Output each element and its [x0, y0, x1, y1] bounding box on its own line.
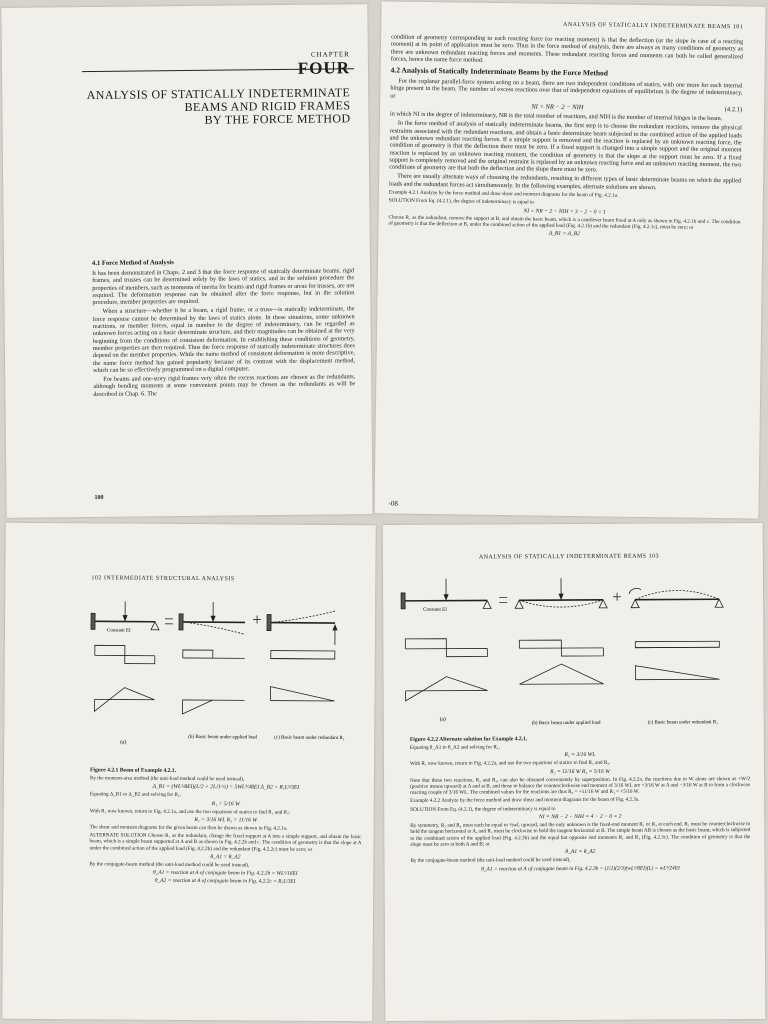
paragraph: Equating Δ_B1 to Δ_B2 and solving for R₁,: [89, 791, 182, 799]
example-statement: Example 4.2.2 Analyze by the force method and draw shear and moment diagrams for the beam of Fig. 4.2.3a.: [410, 797, 640, 805]
figure-label: (a): [439, 716, 446, 723]
chapter-title-line: BY THE FORCE METHOD: [204, 111, 351, 127]
paragraph: condition of geometry corresponding to each reacting force (or reacting moment) is that the deflection (or the slope in case of a reacting moment) at its point of application must be zero. Thus in the force method of analysis, there are always as many conditions of geometry as there are unknown redundant reacting forces and moments. These redundant reacting forces and moments can both be called generalized forces, hence the name force method.: [390, 33, 744, 64]
running-head: ANALYSIS OF STATICALLY INDETERMINATE BEAMS 103: [478, 553, 660, 561]
paragraph: By the conjugate-beam method (the unit-load method could be used instead),: [89, 861, 250, 869]
figure-caption: Figure 4.2.1 Beam of Example 4.2.1.: [89, 767, 177, 774]
running-head: 102 INTERMEDIATE STRUCTURAL ANALYSIS: [91, 575, 235, 583]
page-101-body: [388, 33, 743, 241]
figure-label: Constant EI: [423, 607, 447, 613]
paragraph: With R₁ now known, return to Fig. 4.2.1a, and use the two equations of statics to find R₁ and R₂:: [89, 807, 291, 816]
paragraph: When a structure—whether it be a beam, a rigid frame, or a truss—is statically indeterminate, the force response cannot be determined by the laws of statics alone. In these situations, some unknown reactions, or member forces, equal in number to the degree of indeterminacy, can be regarded as unknown forces acting on a basic determinate structure, and their magnitudes can be obtained at the very beginning from the conditions of consistent deformation. In establishing these conditions of geometry, member properties are then required. Thus the force response of statically indeterminate structures does depend on the member properties. While the name method of consistent deformation is more descriptive, the name force method has gained popularity because of its contrast with the displacement method, which can be so effectively programmed on a digital computer.: [92, 305, 356, 374]
figure-label: (c) Basic beam under redundant R₁: [647, 720, 718, 726]
page-103-body: [410, 733, 751, 874]
fixed-support-icon: [401, 593, 405, 609]
section-heading-4-1: 4.1 Force Method of Analysis: [91, 259, 174, 267]
figure-4-2-2: [391, 563, 752, 735]
fixed-support-icon: [267, 615, 271, 631]
page-102: [2, 523, 375, 1022]
figure-4-2-1: [84, 587, 369, 765]
chapter-title-line: ANALYSIS OF STATICALLY INDETERMINATE: [86, 85, 351, 103]
example-statement: Example 4.2.1 Analyze by the force method and draw shear and moment diagrams for the beam of Fig. 4.2.1a.: [388, 189, 619, 199]
equation: NI = NR − 2 − NIH = 3 − 2 − 0 = 1: [523, 207, 606, 216]
page-number: 100: [94, 494, 104, 501]
paragraph: in which NI is the degree of indeterminacy, NR is the total number of reactions, and NIH is the number of internal hinges in the beam.: [389, 110, 723, 123]
paragraph: Note that these two reactions, R₂ and R₃, can also be obtained conveniently by superposition. In Fig. 4.2.2a, the reactions due to W alone are shown as +W/2 (positive means upward) at A and at B, and those to balance the counterclockwise end moment of 3/16 WL are +3/16 W at A and −3/16 W at B to form a clockwise reacting couple of 3/16 WL. The combined values for the reactions are thus R₂ = +11/16 W and R₃ = +5/16 W.: [410, 775, 751, 797]
figure-label: (b) Basic beam under applied load: [188, 734, 257, 741]
paragraph: By symmetry, R₂ and R₄ must each be equal to ½wL upward, and the only unknown is the fixed-end moment R₁ or R₃ at each end. R₁ must be counterclockwise to hold the tangent horizontal at A, and R₃ must be clockwise to hold the tangent horizontal at B. The simple beam AB is chosen as the basic beam, which is subjected to the combined action of the applied load (Fig. 4.2.3b) and the equal but opposite end moments R₁ and R₃ (Fig. 4.2.3c). The condition of geometry is that the slope must be zero at both A and B; or: [410, 821, 751, 848]
equation: R₁ = 5/16 W: [211, 800, 240, 807]
paragraph: Choose R₁ as the redundant, remove the support at B, and obtain the basic beam, which is a cantilever beam fixed at A only as shown in Fig. 4.2.1b and c. The condition of geometry is that the deflection at B, under the combined action of the applied load (Fig. 4.2.1b) and the redundant (Fig. 4.2.1c), must be zero; or: [388, 214, 741, 231]
paragraph: By the conjugate-beam method (the unit-load method could be used instead),: [410, 857, 571, 865]
equation: θ_A2 = reaction at A of conjugate beam in Fig. 4.2.2c = R₁L/3EI: [154, 878, 296, 886]
running-head: ANALYSIS OF STATICALLY INDETERMINATE BEAMS 101: [562, 21, 744, 31]
paragraph: With R₁ now known, return to Fig. 4.2.2a, and use the two equations of statics to find R₂ and R₃.: [409, 760, 611, 768]
figure-label: (a): [120, 739, 127, 746]
roller-support-icon: [151, 622, 159, 630]
equation: θ_A1 = θ_A2: [565, 849, 596, 856]
chapter-number: FOUR: [297, 58, 351, 78]
page-number: -08: [388, 499, 398, 508]
page-100: [1, 4, 372, 518]
equation: R₁ = 3/16 WL: [564, 752, 596, 759]
paragraph: By the moment-area method (the unit-load method could be used instead),: [89, 775, 245, 783]
equation: Δ_B1 = (WL²/8EI)(L/2 + 2L/3·½) = 5WL³/48EI Δ_B2 = R₁L³/3EI: [152, 784, 300, 792]
figure-label: (b) Basic beam under applied load: [531, 720, 601, 727]
paragraph: For the coplanar parallel-force system acting on a beam, there are two independent conditions of statics, with one more for each internal hinge present in the beam. The number of excess reactions over that of independent equations of equilibrium is the degree of indeterminacy, or: [390, 77, 743, 100]
chapter-title: [50, 86, 350, 128]
chapter-title-line: BEAMS AND RIGID FRAMES: [184, 98, 351, 115]
page-100-body: [92, 254, 355, 400]
paragraph: It has been demonstrated in Chaps. 2 and 3 that the force response of statically determinate beams, rigid frames, and trusses can be determined solely by the laws of statics, and in the solution procedure the properties of members, such as moments of inertia for beams and rigid frames or areas for trusses, are not required. The deformation response can be obtained after the force response, but in the solution procedure, member properties are required.: [92, 267, 355, 307]
page-102-body: [89, 765, 362, 887]
moment-arrow-icon: [629, 588, 641, 593]
equation: R₁ = 3/16 WL R₂ = 11/16 W: [194, 816, 258, 824]
paragraph: In the force method of analysis of statically indeterminate beams, the first step is to choose the redundant reactions, remove the physical restraints associated with the redundant reactions, and obtain a basic determinate beam subjected to the combined action of the applied loads and the unknown redundant reacting forces. If a simple support is removed and the reaction is replaced by an unknown reacting force, the condition of geometry is that the deflection there must be zero. If a fixed support is changed into a simple support and the original moment reaction is replaced by an unknown reacting moment, the condition of geometry is that the slope at the support must be zero. If a fixed support is completely removed and the original restraint is replaced by an unknown reacting force and an unknown reacting moment, the two conditions of geometry are that both the deflection and the slope there must be zero.: [389, 119, 742, 174]
equation: Δ_B1 = Δ_B2: [548, 230, 580, 238]
chapter-label: CHAPTER: [310, 50, 350, 59]
equation: θ_A1 = reaction at A of conjugate beam in Fig. 4.2.3b = (1/2)(2/3)(wL²/8EI)(L) = wL³/24EI: [481, 865, 680, 873]
figure-label: (c) Basic beam under redundant R₁: [274, 735, 345, 742]
equation: NI = NR − 2 − NIH = 4 − 2 − 0 = 2: [539, 813, 622, 821]
solution-lead: SOLUTION From Eq. (4.2.1), the degree of indeterminacy is equal to: [410, 805, 556, 813]
paragraph: There are usually alternate ways of choosing the redundants, resulting in different types of basic determinate beams on which the applied loads and the redundant forces act simultaneously. In the following examples, alternate solutions are shown.: [388, 173, 742, 191]
paragraph: For beams and one-story rigid frames very often the excess reactions are chosen as the redundants, although bending moments at some convenient points may be chosen as the redundants as will be described in Chap. 6. The: [93, 373, 356, 398]
page-101: [374, 1, 765, 518]
chapter-heading: [298, 50, 350, 79]
equation-number: (4.2.1): [724, 106, 743, 114]
paragraph: Equating θ_A1 to θ_A2 and solving for R₁,: [409, 744, 500, 751]
equation: R₂ = 11/16 W R₃ = 5/16 W: [550, 768, 610, 775]
equation: θ_A1 = reaction at A of conjugate beam in Fig. 4.2.2b = WL²/16EI: [152, 870, 298, 878]
paragraph: ALTERNATE SOLUTION Choose R₁ as the redundant, change the fixed support at A into a simple support, and obtain the basic beam, which is a simple beam supported at A and B as shown in Fig. 4.2.2b and c. The condition of geometry is that the slope at A under the combined action of the applied load (Fig. 4.2.2b) and the redundant (Fig. 4.2.2c) must be zero; or: [89, 832, 362, 853]
figure-label: Constant EI: [106, 628, 131, 634]
fixed-support-icon: [179, 614, 183, 630]
fixed-support-icon: [91, 613, 95, 629]
equation: θ_A1 = θ_A2: [210, 854, 241, 861]
figure-caption: Figure 4.2.2 Alternate solution for Example 4.2.1.: [409, 736, 528, 743]
equation-text: NI = NR − 2 − NIH: [531, 103, 584, 112]
solution-lead: SOLUTION From Eq. (4.2.1), the degree of indeterminacy is equal to: [388, 197, 535, 206]
paragraph: The shear and moment diagrams for the given beam can then be drawn as shown in Fig. 4.2.1a.: [89, 824, 288, 832]
page-103: [383, 523, 766, 1021]
section-heading-4-2: 4.2 Analysis of Statically Indeterminate Beams by the Force Method: [390, 65, 609, 78]
roller-support-icon: [483, 600, 491, 608]
